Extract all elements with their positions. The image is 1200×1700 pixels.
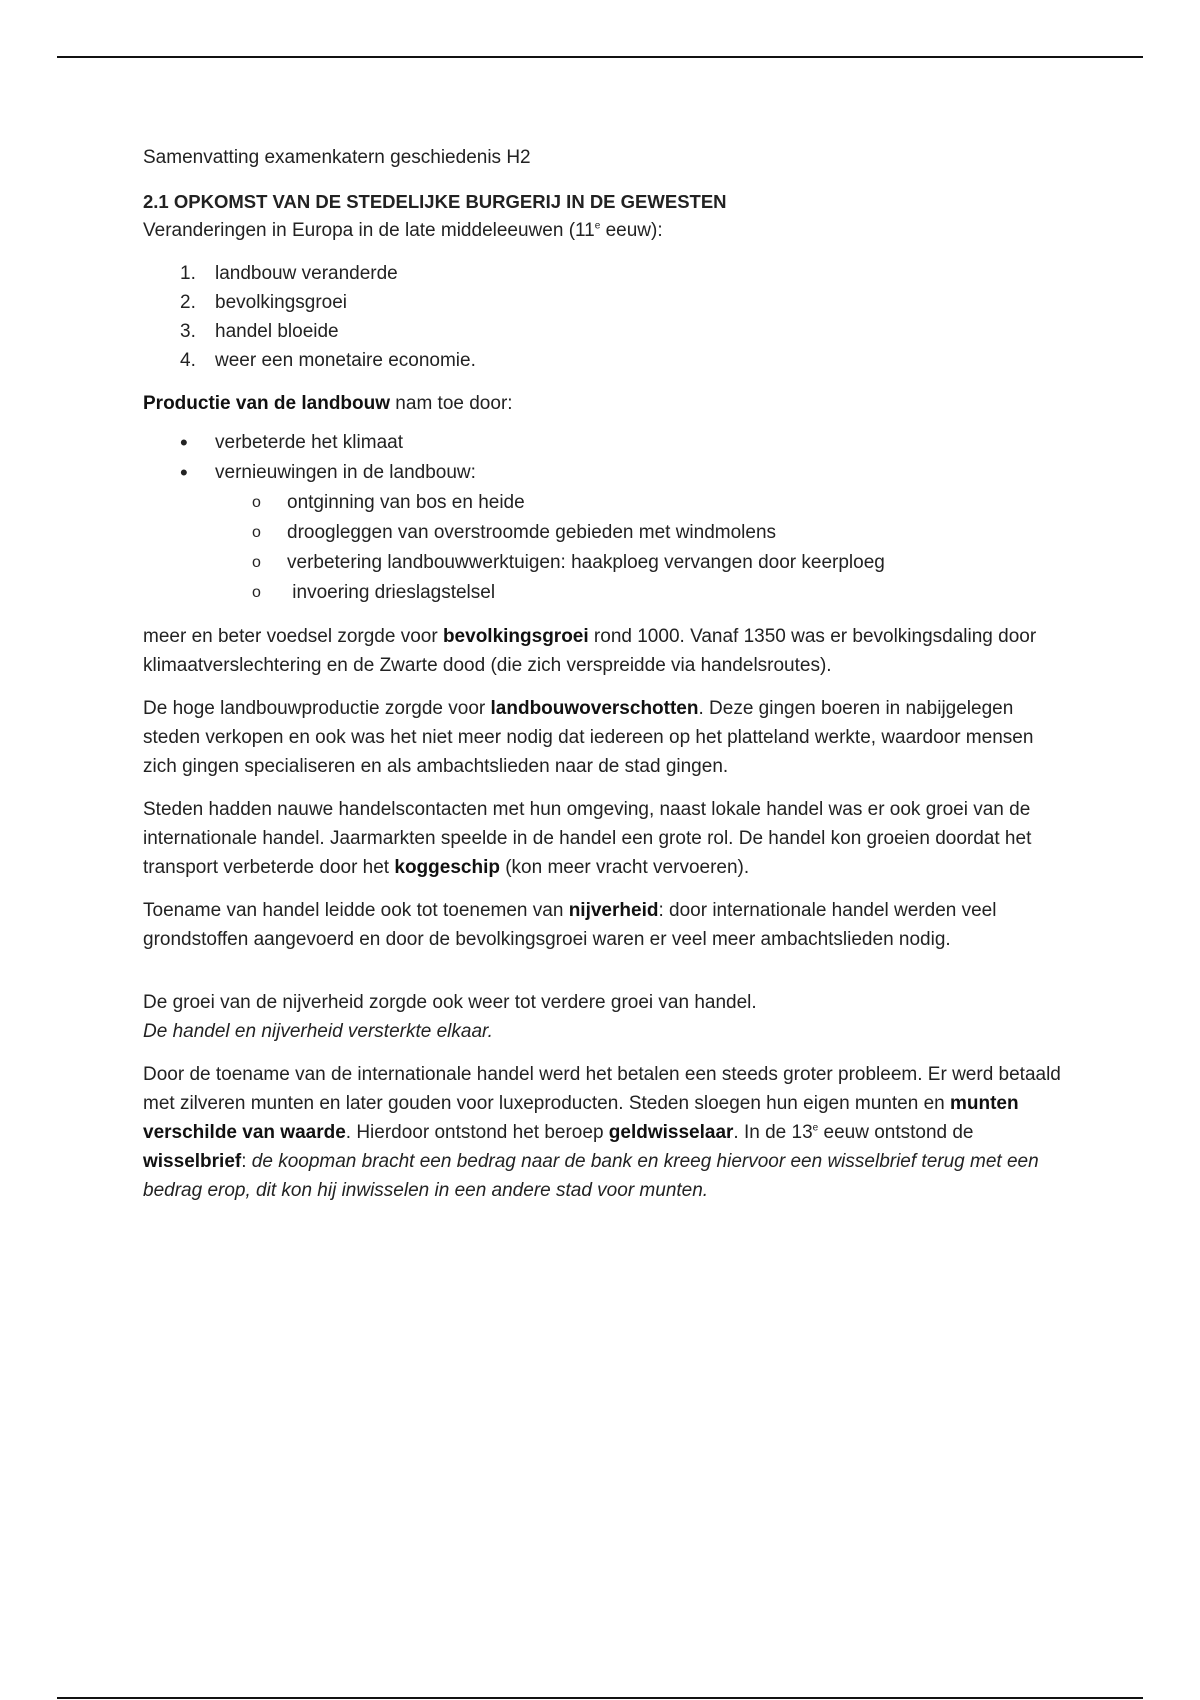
- paragraph-text: De groei van de nijverheid zorgde ook weer tot verdere groei van handel.: [143, 992, 757, 1013]
- list-item-text: handel bloeide: [215, 321, 339, 342]
- production-line: [143, 389, 1063, 418]
- bold-term: landbouwoverschotten: [490, 698, 699, 719]
- list-item-text: bevolkingsgroei: [215, 292, 348, 313]
- paragraph-text: eeuw ontstond de: [818, 1122, 974, 1143]
- paragraph-industry: [143, 896, 1063, 954]
- sub-list-item-text: droogleggen van overstroomde gebieden met windmolens: [287, 522, 777, 543]
- paragraph-text: . In de 13: [733, 1122, 813, 1143]
- header-rule: [57, 56, 1143, 58]
- document-body: [143, 143, 1063, 1205]
- changes-list: [143, 259, 1063, 375]
- superscript: e: [812, 1122, 819, 1134]
- sub-list-item: [215, 548, 1063, 578]
- italic-text: de koopman bracht een bedrag naar de bank en kreeg hiervoor een wisselbrief terug met een bedrag erop, dit kon hij inwisselen in een andere stad voor munten.: [143, 1151, 1039, 1201]
- circle-bullet-icon: o: [252, 584, 261, 601]
- list-item: [143, 346, 1063, 375]
- paragraph-text: : door internationale handel werden veel grondstoffen aangevoerd en door de bevolkingsgroei waren er veel meer ambachtslieden nodig.: [143, 900, 997, 950]
- sub-list-item-text: ontginning van bos en heide: [287, 492, 525, 513]
- sub-list-item-text: invoering drieslagstelsel: [287, 582, 496, 603]
- bold-term: munten verschilde van waarde: [143, 1093, 1019, 1143]
- intro-text: Veranderingen in Europa in de late middeleeuwen (11: [143, 220, 595, 241]
- paragraph-text: . Deze gingen boeren in nabijgelegen steden verkopen en ook was het niet meer nodig dat iedereen op het platteland werkte, waardoor mensen zich gingen specialiseren en als ambachtslieden naar de stad gingen.: [143, 698, 1034, 777]
- list-number: 2.: [180, 292, 196, 313]
- list-item: [143, 288, 1063, 317]
- bullet-icon: •: [180, 460, 188, 485]
- paragraph-text: Steden hadden nauwe handelscontacten met hun omgeving, naast lokale handel was er ook groei van de internationale handel. Jaarmarkten speelde in de handel een grote rol. De handel kon groeien doordat het transport verbeterde door het: [143, 799, 1032, 878]
- section-heading: 2.1 OPKOMST VAN DE STEDELIJKE BURGERIJ IN DE GEWESTEN: [143, 191, 727, 212]
- list-item: [143, 428, 1063, 458]
- circle-bullet-icon: o: [252, 524, 261, 541]
- paragraph-text: (kon meer vracht vervoeren).: [499, 857, 750, 878]
- paragraph-growth: [143, 988, 1063, 1046]
- document-title: Samenvatting examenkatern geschiedenis H2: [143, 147, 531, 168]
- intro-line: [143, 216, 1063, 245]
- bold-term: bevolkingsgroei: [442, 626, 589, 647]
- list-item-text: landbouw veranderde: [215, 263, 398, 284]
- sub-list-item: [215, 518, 1063, 548]
- footer-rule: [57, 1697, 1143, 1699]
- intro-superscript: e: [594, 220, 601, 232]
- circle-bullet-icon: o: [252, 494, 261, 511]
- bold-term: nijverheid: [568, 900, 659, 921]
- list-number: 3.: [180, 321, 196, 342]
- paragraph-food: [143, 622, 1063, 680]
- bold-term: koggeschip: [394, 857, 500, 878]
- paragraph-text: :: [241, 1151, 252, 1172]
- paragraph-text: Door de toename van de internationale handel werd het betalen een steeds groter probleem. Er werd betaald met zilveren munten en later gouden voor luxeproducten. Steden sloegen hun eigen munten en: [143, 1064, 1061, 1114]
- paragraph-text: De hoge landbouwproductie zorgde voor: [143, 698, 491, 719]
- bullet-icon: •: [180, 430, 188, 455]
- bold-term: Productie van de landbouw: [143, 393, 391, 414]
- bold-term: geldwisselaar: [608, 1122, 734, 1143]
- list-item: [143, 458, 1063, 608]
- paragraph-trade: [143, 795, 1063, 882]
- paragraph-text: rond 1000. Vanaf 1350 was er bevolkingsdaling door klimaatverslechtering en de Zwarte dood (die zich verspreidde via handelsroutes).: [143, 626, 1037, 676]
- paragraph-surplus: [143, 694, 1063, 781]
- list-item-text: weer een monetaire economie.: [215, 350, 476, 371]
- paragraph-text: meer en beter voedsel zorgde voor: [143, 626, 443, 647]
- list-item: [143, 317, 1063, 346]
- sub-list: [215, 488, 1063, 608]
- list-number: 1.: [180, 263, 196, 284]
- sub-list-item: [215, 488, 1063, 518]
- list-item-text: verbeterde het klimaat: [215, 432, 403, 453]
- paragraph-text: . Hierdoor ontstond het beroep: [345, 1122, 609, 1143]
- sub-list-item: [215, 578, 1063, 608]
- paragraph-money: [143, 1060, 1063, 1205]
- sub-list-item-text: verbetering landbouwwerktuigen: haakploeg vervangen door keerploeg: [287, 552, 885, 573]
- circle-bullet-icon: o: [252, 554, 261, 571]
- intro-text-end: eeuw):: [600, 220, 663, 241]
- paragraph-text: Toename van handel leidde ook tot toenemen van: [143, 900, 569, 921]
- bold-term: wisselbrief: [143, 1151, 242, 1172]
- list-item: [143, 259, 1063, 288]
- italic-text: De handel en nijverheid versterkte elkaar.: [143, 1021, 493, 1042]
- list-item-text: vernieuwingen in de landbouw:: [215, 462, 476, 483]
- factors-list: [143, 428, 1063, 608]
- list-number: 4.: [180, 350, 196, 371]
- production-text: nam toe door:: [390, 393, 513, 414]
